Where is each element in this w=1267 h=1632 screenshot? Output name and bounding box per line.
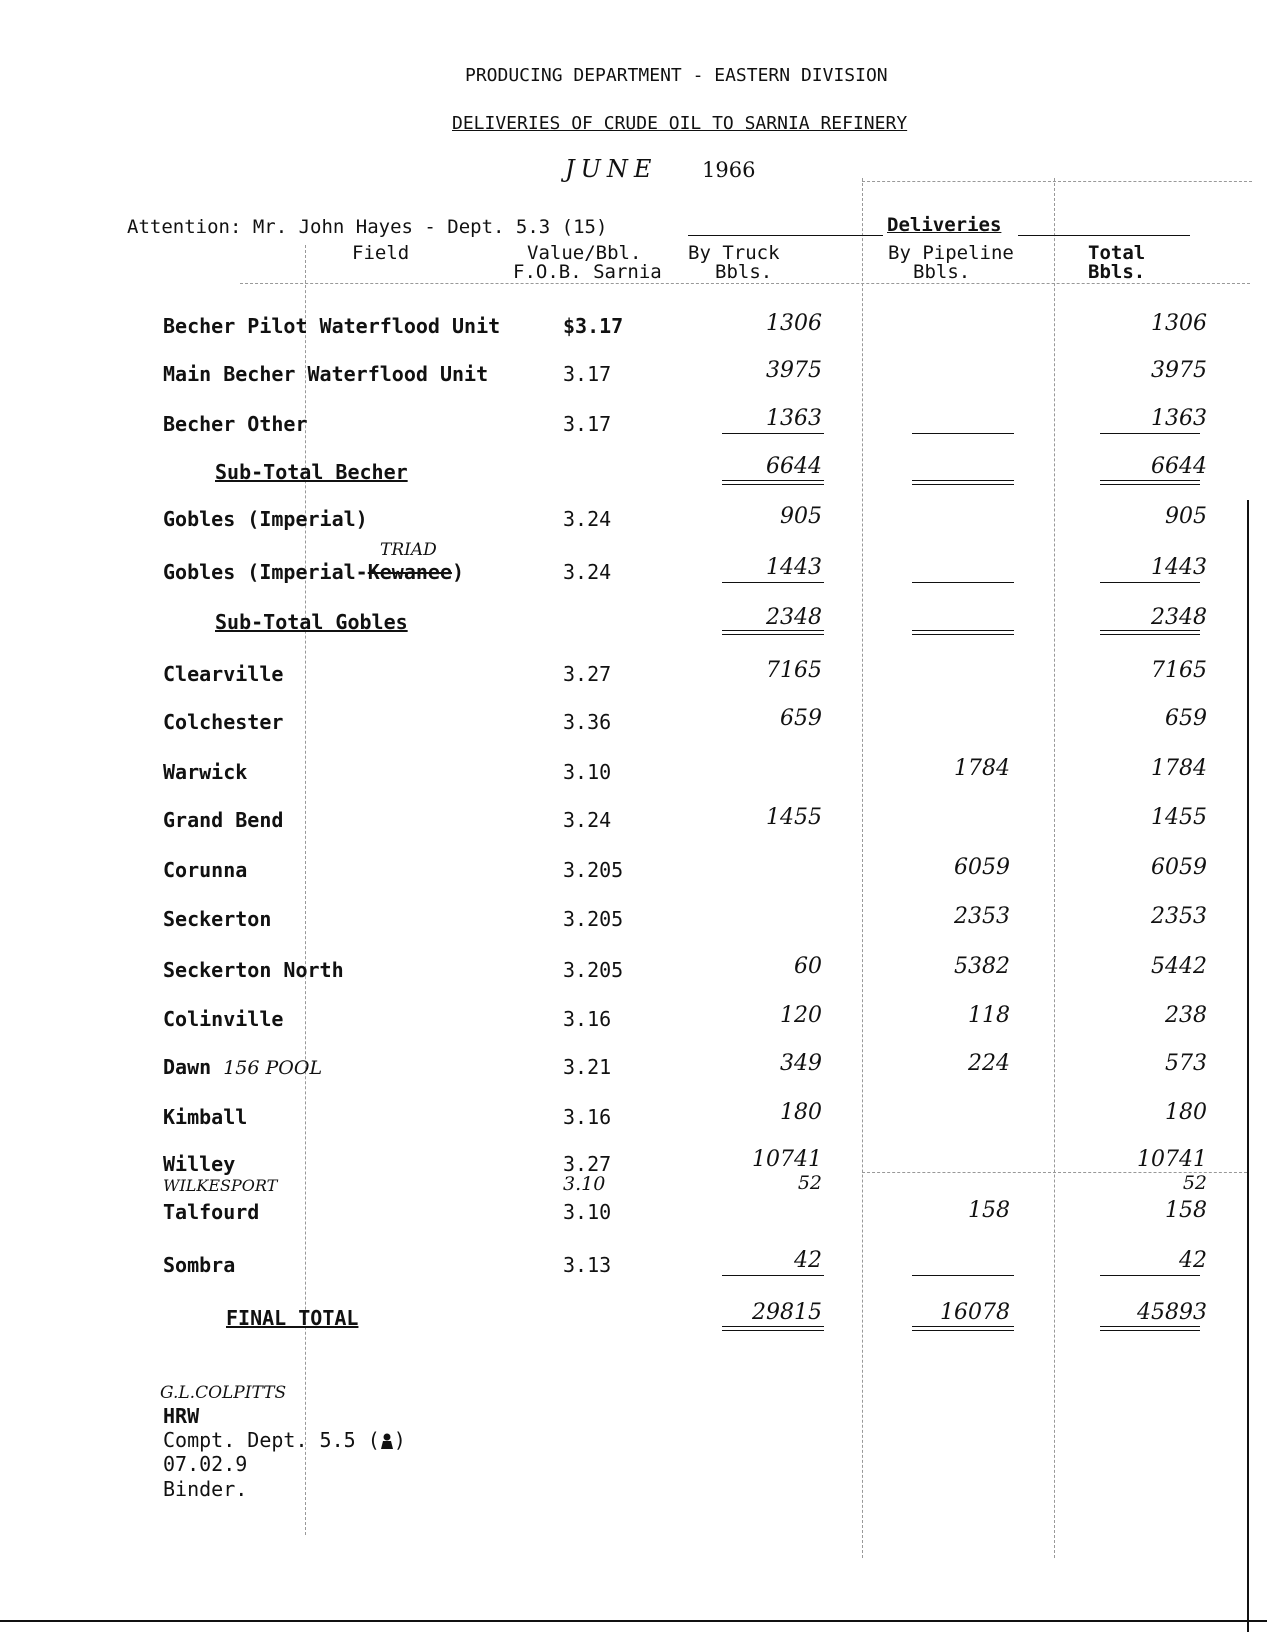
- guide-line-left: [305, 245, 306, 1535]
- footer-copy-to-end: ): [393, 1428, 406, 1452]
- pipe-subtotal-rule: [912, 433, 1014, 434]
- truck-final-rule: [722, 1275, 824, 1276]
- total-bbls: 1784: [1151, 756, 1207, 781]
- truck-final-double-rule: [722, 1326, 824, 1331]
- total-bbls: 1455: [1151, 805, 1207, 830]
- page-edge-right: [1247, 500, 1249, 1632]
- value-per-bbl: 3.27: [563, 1152, 612, 1176]
- footer-initials: HRW: [163, 1404, 200, 1428]
- signature: G.L.COLPITTS: [160, 1383, 287, 1403]
- total-bbls: 6059: [1151, 855, 1207, 880]
- truck-bbls: 1455: [766, 805, 822, 830]
- total-bbls: 7165: [1151, 658, 1207, 683]
- attention-line: Attention: Mr. John Hayes - Dept. 5.3 (15): [127, 216, 608, 238]
- pipe-subtotal-rule: [912, 582, 1014, 583]
- total-bbls: 1306: [1151, 311, 1207, 336]
- field-name: Colinville: [163, 1007, 284, 1031]
- total-subtotal-rule: [1100, 433, 1200, 434]
- total-bbls: 10741: [1137, 1147, 1207, 1172]
- truck-bbls: 29815: [752, 1300, 822, 1325]
- total-bbls: 42: [1179, 1248, 1207, 1273]
- total-bbls: 238: [1165, 1003, 1207, 1028]
- truck-bbls: 1306: [766, 311, 822, 336]
- pipe-double-rule: [912, 480, 1014, 485]
- value-per-bbl: 3.21: [563, 1055, 612, 1079]
- field-name: Sombra: [163, 1253, 236, 1277]
- field-name-suffix: ): [452, 560, 465, 584]
- value-per-bbl: $3.17: [563, 314, 624, 338]
- total-bbls: 573: [1165, 1051, 1207, 1076]
- field-name: Grand Bend: [163, 808, 284, 832]
- handwritten-note: 156 POOL: [223, 1057, 323, 1079]
- field-name: Main Becher Waterflood Unit: [163, 362, 489, 386]
- handwritten-note: TRIAD: [380, 540, 437, 560]
- col-value-header-sub: F.O.B. Sarnia: [513, 261, 662, 283]
- total-bbls: 6644: [1151, 454, 1207, 479]
- deliveries-rule-right: [1018, 235, 1190, 236]
- pipeline-bbls: 224: [968, 1051, 1010, 1076]
- value-per-bbl: 3.205: [563, 958, 624, 982]
- footer-copy-to-text: Compt. Dept. 5.5 (: [163, 1428, 380, 1452]
- total-bbls: 1443: [1151, 555, 1207, 580]
- truck-bbls: 60: [794, 954, 822, 979]
- col-value-header: Value/Bbl.: [527, 242, 642, 264]
- person-icon: [380, 1430, 394, 1446]
- total-bbls: 659: [1165, 706, 1207, 731]
- total-bbls: 5442: [1151, 954, 1207, 979]
- total-bbls: 905: [1165, 504, 1207, 529]
- pipe-final-double-rule: [912, 1326, 1014, 1331]
- value-per-bbl: 3.17: [563, 412, 612, 436]
- col-pipe-header-sub: Bbls.: [913, 261, 971, 283]
- field-name-text: Dawn: [163, 1055, 212, 1079]
- pipe-double-rule: [912, 630, 1014, 635]
- truck-bbls: 52: [797, 1172, 822, 1194]
- deliveries-rule-left: [688, 235, 883, 236]
- field-name: Becher Pilot Waterflood Unit: [163, 314, 501, 338]
- field-name: Sub-Total Gobles: [215, 610, 408, 634]
- truck-bbls: 1443: [766, 555, 822, 580]
- col-total-header: Total: [1088, 242, 1146, 264]
- total-final-double-rule: [1100, 1326, 1200, 1331]
- pipeline-bbls: 2353: [954, 904, 1010, 929]
- total-double-rule: [1100, 630, 1200, 635]
- value-per-bbl: 3.13: [563, 1253, 612, 1277]
- value-per-bbl: 3.17: [563, 362, 612, 386]
- truck-bbls: 6644: [766, 454, 822, 479]
- page-edge-bottom: [0, 1620, 1267, 1622]
- value-per-bbl: 3.205: [563, 907, 624, 931]
- guide-line-header: [240, 283, 1250, 284]
- truck-bbls: 3975: [766, 358, 822, 383]
- truck-bbls: 42: [794, 1248, 822, 1273]
- truck-subtotal-rule: [722, 582, 824, 583]
- field-name: Corunna: [163, 858, 248, 882]
- field-name: Gobles (Imperial): [163, 507, 368, 531]
- total-bbls: 2353: [1151, 904, 1207, 929]
- report-month: JUNE: [565, 155, 658, 183]
- field-name-prefix: Gobles (Imperial-: [163, 560, 368, 584]
- total-bbls: 2348: [1151, 605, 1207, 630]
- guide-line-top: [862, 181, 1252, 182]
- value-per-bbl: 3.205: [563, 858, 624, 882]
- value-per-bbl: 3.10: [563, 1200, 612, 1224]
- total-bbls: 180: [1165, 1100, 1207, 1125]
- truck-bbls: 1363: [766, 406, 822, 431]
- truck-bbls: 2348: [766, 605, 822, 630]
- truck-double-rule: [722, 480, 824, 485]
- value-per-bbl: 3.24: [563, 560, 612, 584]
- field-name: Becher Other: [163, 412, 308, 436]
- guide-line-mid: [862, 178, 863, 1558]
- value-per-bbl: 3.24: [563, 808, 612, 832]
- pipeline-bbls: 158: [968, 1198, 1010, 1223]
- field-name: Warwick: [163, 760, 248, 784]
- field-name: Sub-Total Becher: [215, 460, 408, 484]
- report-title: DELIVERIES OF CRUDE OIL TO SARNIA REFINERY: [452, 113, 908, 134]
- truck-bbls: 659: [780, 706, 822, 731]
- total-subtotal-rule: [1100, 582, 1200, 583]
- field-name: Willey: [163, 1152, 236, 1176]
- field-name: Kimball: [163, 1105, 248, 1129]
- field-name: Clearville: [163, 662, 284, 686]
- value-per-bbl: 3.16: [563, 1007, 612, 1031]
- footer-file-number: 07.02.9: [163, 1452, 248, 1476]
- footer-copy-to: [163, 1428, 406, 1452]
- truck-subtotal-rule: [722, 433, 824, 434]
- value-per-bbl: 3.36: [563, 710, 612, 734]
- field-name: Seckerton: [163, 907, 272, 931]
- value-per-bbl: 3.27: [563, 662, 612, 686]
- total-bbls: 158: [1165, 1198, 1207, 1223]
- total-double-rule: [1100, 480, 1200, 485]
- truck-double-rule: [722, 630, 824, 635]
- truck-bbls: 180: [780, 1100, 822, 1125]
- truck-bbls: 120: [780, 1003, 822, 1028]
- truck-bbls: 10741: [752, 1147, 822, 1172]
- pipeline-bbls: 118: [968, 1003, 1010, 1028]
- field-name: Talfourd: [163, 1200, 260, 1224]
- guide-line-right: [1054, 178, 1055, 1558]
- value-per-bbl: 3.16: [563, 1105, 612, 1129]
- footer-binder: Binder.: [163, 1477, 248, 1501]
- field-name: Seckerton North: [163, 958, 344, 982]
- field-name: FINAL TOTAL: [226, 1306, 359, 1330]
- pipe-final-rule: [912, 1275, 1014, 1276]
- field-name: [163, 560, 464, 584]
- value-per-bbl: 3.10: [563, 760, 612, 784]
- pipeline-bbls: 1784: [954, 756, 1010, 781]
- pipeline-bbls: 16078: [940, 1300, 1010, 1325]
- col-truck-header-sub: Bbls.: [715, 261, 773, 283]
- pipeline-bbls: 5382: [954, 954, 1010, 979]
- total-bbls: 52: [1182, 1172, 1207, 1194]
- total-bbls: 3975: [1151, 358, 1207, 383]
- total-bbls: 1363: [1151, 406, 1207, 431]
- total-bbls: 45893: [1137, 1300, 1207, 1325]
- col-pipe-header: By Pipeline: [888, 242, 1014, 264]
- department-heading: PRODUCING DEPARTMENT - EASTERN DIVISION: [465, 65, 888, 86]
- field-name: [163, 1055, 322, 1079]
- value-per-bbl: 3.24: [563, 507, 612, 531]
- col-field-header: Field: [352, 242, 410, 264]
- report-year: 1966: [702, 158, 756, 182]
- truck-bbls: 7165: [766, 658, 822, 683]
- total-final-rule: [1100, 1275, 1200, 1276]
- field-name: Colchester: [163, 710, 284, 734]
- deliveries-header: Deliveries: [887, 214, 1002, 236]
- col-total-header-sub: Bbls.: [1088, 261, 1146, 283]
- col-truck-header: By Truck: [688, 242, 780, 264]
- truck-bbls: 905: [780, 504, 822, 529]
- value-per-bbl: 3.10: [563, 1173, 606, 1195]
- field-name: WILKESPORT: [163, 1176, 278, 1195]
- struck-text: Kewanee: [367, 560, 452, 584]
- pipeline-bbls: 6059: [954, 855, 1010, 880]
- truck-bbls: 349: [780, 1051, 822, 1076]
